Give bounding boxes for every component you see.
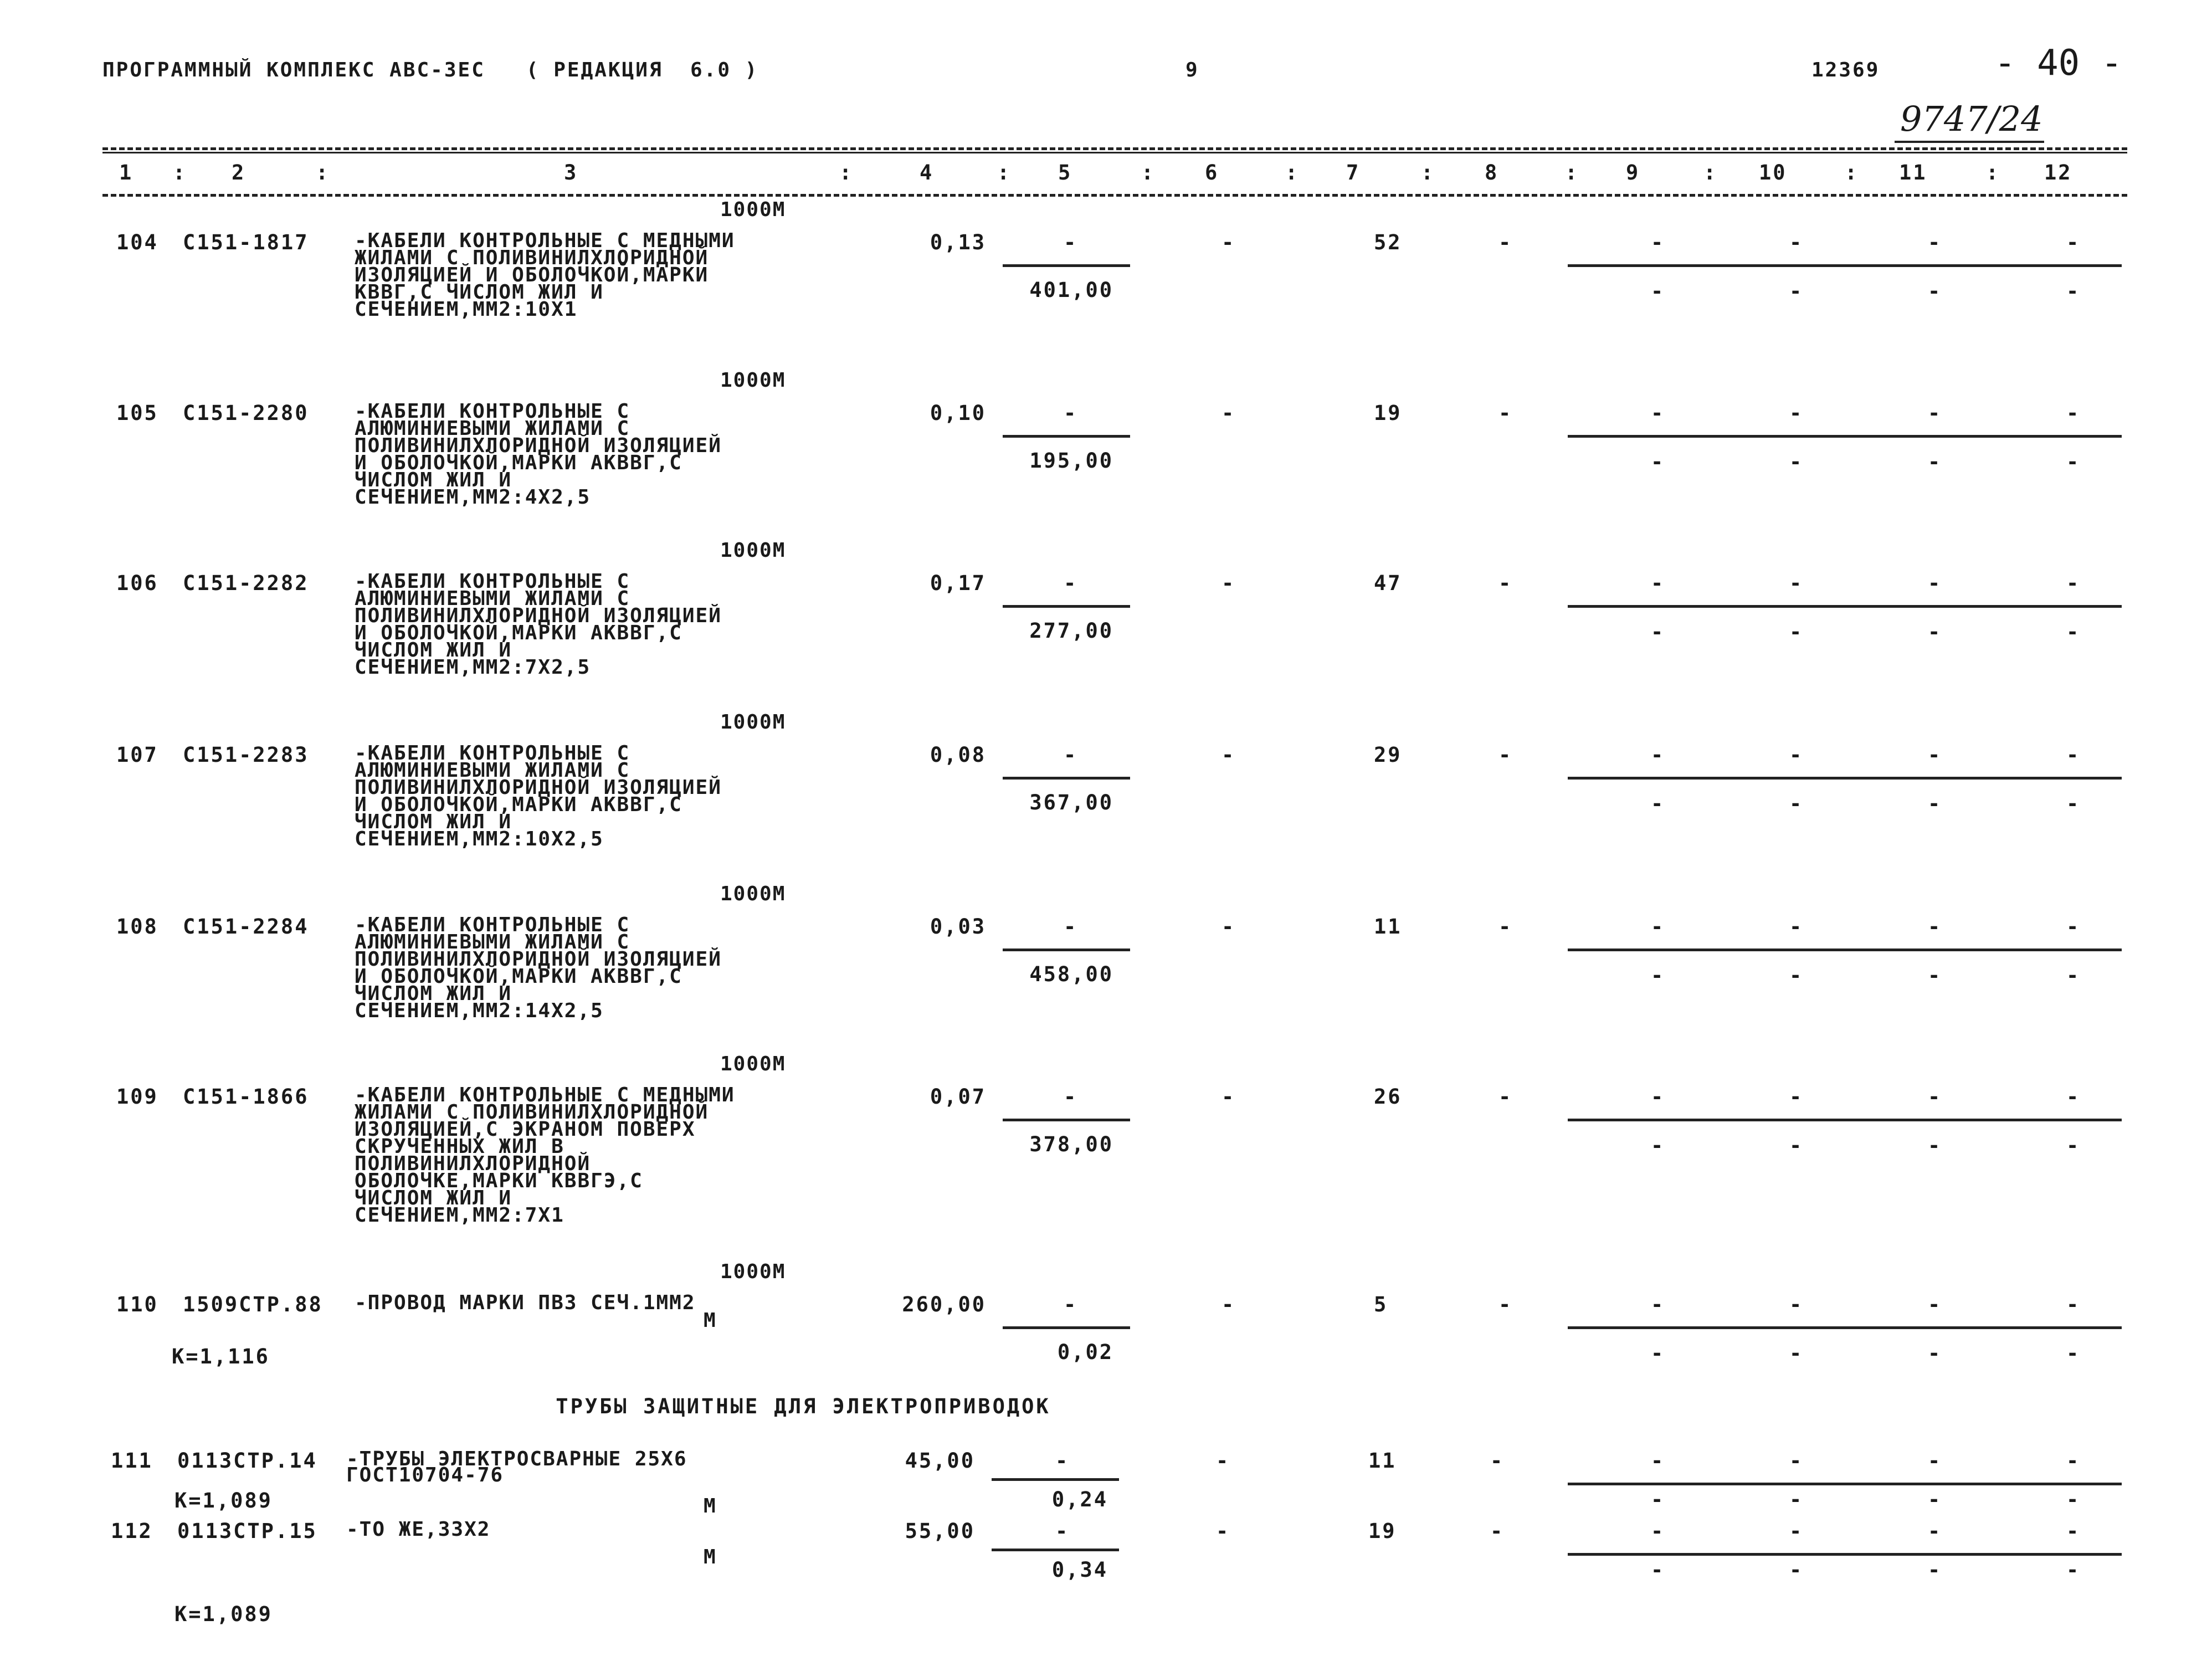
- fraction-line-col5: [1003, 435, 1130, 438]
- dash-bottom-col11: -: [1928, 279, 1942, 303]
- col6-value: -: [1222, 743, 1236, 767]
- fraction-line-col10: [1706, 1326, 1845, 1329]
- dash-bottom-col11: -: [1928, 1488, 1942, 1511]
- row-number: 107: [116, 743, 158, 767]
- dash-bottom-col11: -: [1928, 1134, 1942, 1157]
- header-rule-top: [102, 147, 2127, 150]
- dash-bottom-col9: -: [1651, 792, 1665, 816]
- dash-bottom-col10: -: [1789, 792, 1804, 816]
- row-description-line: ИЗОЛЯЦИЕЙ И ОБОЛОЧКОЙ,МАРКИ: [355, 264, 709, 286]
- col5-bottom: 0,34: [1051, 1558, 1108, 1582]
- quantity-col4: 0,13: [930, 230, 986, 254]
- fraction-line-col10: [1706, 264, 1845, 267]
- row-code: С151-2284: [183, 915, 309, 939]
- dash-top-col9: -: [1651, 571, 1665, 595]
- dash-bottom-col11: -: [1928, 792, 1942, 816]
- unit-label: 1000М: [720, 1260, 786, 1283]
- col5-top: -: [1064, 1085, 1078, 1109]
- col7-value: 26: [1374, 1085, 1402, 1109]
- row-description-line: ЖИЛАМИ С ПОЛИВИНИЛХЛОРИДНОЙ: [355, 1101, 709, 1124]
- col6-value: -: [1216, 1519, 1230, 1543]
- row-description-line: ИЗОЛЯЦИЕЙ,С ЭКРАНОМ ПОВЕРХ: [355, 1118, 696, 1141]
- unit-label: 1000М: [720, 883, 786, 905]
- fraction-line-col11: [1845, 777, 1983, 780]
- col-sep: :: [839, 161, 854, 184]
- col5-bottom: 458,00: [1029, 962, 1113, 986]
- row-description-line: И ОБОЛОЧКОЙ,МАРКИ АКВВГ,С: [355, 965, 682, 988]
- row-description-line: АЛЮМИНИЕВЫМИ ЖИЛАМИ С: [355, 931, 630, 953]
- fraction-line-col12: [1983, 435, 2122, 438]
- fraction-line-col10: [1706, 1119, 1845, 1121]
- row-description-line: СЕЧЕНИЕМ,ММ2:7Х2,5: [355, 656, 591, 679]
- row-description-line: -ПРОВОД МАРКИ ПВЗ СЕЧ.1ММ2: [355, 1291, 696, 1314]
- col6-value: -: [1222, 230, 1236, 254]
- col-12: 12: [2044, 161, 2072, 184]
- col5-bottom: 0,02: [1057, 1340, 1113, 1364]
- fraction-line-col12: [1983, 264, 2122, 267]
- coefficient: К=1,116: [172, 1345, 270, 1368]
- dash-bottom-col11: -: [1928, 1558, 1942, 1582]
- dash-bottom-col10: -: [1789, 963, 1804, 987]
- row-description-line: -ТРУБЫ ЭЛЕКТРОСВАРНЫЕ 25Х6: [346, 1448, 687, 1470]
- document-code: 12369: [1811, 59, 1880, 81]
- dash-top-col12: -: [2066, 915, 2081, 939]
- dash-top-col9: -: [1651, 1085, 1665, 1109]
- col8-value: -: [1498, 915, 1513, 939]
- fraction-line-col5: [1003, 605, 1130, 608]
- col-2: 2: [232, 161, 246, 184]
- dash-bottom-col9: -: [1651, 279, 1665, 303]
- col8-value: -: [1498, 230, 1513, 254]
- col7-value: 19: [1368, 1519, 1397, 1543]
- row-description-line: СКРУЧЕННЫХ ЖИЛ В: [355, 1135, 564, 1158]
- dash-bottom-col12: -: [2066, 1488, 2081, 1511]
- dash-bottom-col12: -: [2066, 792, 2081, 816]
- section-title: ТРУБЫ ЗАЩИТНЫЕ ДЛЯ ЭЛЕКТРОПРИВОДОК: [556, 1394, 1051, 1418]
- dash-top-col12: -: [2066, 571, 2081, 595]
- quantity-col4: 0,03: [930, 915, 986, 939]
- dash-bottom-col12: -: [2066, 1558, 2081, 1582]
- dash-top-col12: -: [2066, 743, 2081, 767]
- col6-value: -: [1216, 1449, 1230, 1473]
- dash-top-col11: -: [1928, 230, 1942, 254]
- col-3: 3: [564, 161, 578, 184]
- row-description-line: СЕЧЕНИЕМ,ММ2:10Х1: [355, 298, 578, 321]
- row-number: 108: [116, 915, 158, 939]
- fraction-line-col9: [1568, 1119, 1706, 1121]
- dash-top-col9: -: [1651, 1519, 1665, 1543]
- fraction-line-col11: [1845, 1553, 1983, 1556]
- fraction-line-col11: [1845, 1483, 1983, 1485]
- col6-value: -: [1222, 401, 1236, 425]
- dash-top-col11: -: [1928, 1085, 1942, 1109]
- dash-top-col10: -: [1789, 1449, 1804, 1473]
- col7-value: 11: [1368, 1449, 1397, 1473]
- unit-label: М: [704, 1495, 717, 1517]
- row-description-line: И ОБОЛОЧКОЙ,МАРКИ АКВВГ,С: [355, 452, 682, 474]
- fraction-line-col12: [1983, 1326, 2122, 1329]
- col-sep: :: [316, 161, 330, 184]
- dash-top-col11: -: [1928, 401, 1942, 425]
- fraction-line-col5: [1003, 264, 1130, 267]
- dash-bottom-col12: -: [2066, 620, 2081, 644]
- col6-value: -: [1222, 1293, 1236, 1316]
- col-1: 1: [119, 161, 134, 184]
- col-6: 6: [1205, 161, 1219, 184]
- dash-bottom-col11: -: [1928, 620, 1942, 644]
- dash-bottom-col9: -: [1651, 450, 1665, 474]
- col-4: 4: [920, 161, 934, 184]
- fraction-line-col12: [1983, 949, 2122, 951]
- dash-bottom-col12: -: [2066, 1134, 2081, 1157]
- row-description-line: И ОБОЛОЧКОЙ,МАРКИ АКВВГ,С: [355, 793, 682, 816]
- row-code: С151-2283: [183, 743, 309, 767]
- dash-top-col11: -: [1928, 1293, 1942, 1316]
- coefficient: К=1,089: [175, 1489, 273, 1513]
- dash-bottom-col11: -: [1928, 1341, 1942, 1365]
- dash-top-col11: -: [1928, 1449, 1942, 1473]
- col8-value: -: [1490, 1449, 1505, 1473]
- col7-value: 19: [1374, 401, 1402, 425]
- dash-top-col11: -: [1928, 571, 1942, 595]
- dash-top-col12: -: [2066, 401, 2081, 425]
- col8-value: -: [1490, 1519, 1505, 1543]
- col-sep: :: [1421, 161, 1435, 184]
- row-code: С151-1817: [183, 230, 309, 254]
- row-code: С151-2282: [183, 571, 309, 595]
- row-description-line: ПОЛИВИНИЛХЛОРИДНОЙ ИЗОЛЯЦИЕЙ: [355, 434, 722, 457]
- quantity-col4: 0,08: [930, 743, 986, 767]
- unit-label: 1000М: [720, 369, 786, 392]
- row-number: 109: [116, 1085, 158, 1109]
- dash-top-col11: -: [1928, 1519, 1942, 1543]
- dash-top-col10: -: [1789, 401, 1804, 425]
- col8-value: -: [1498, 571, 1513, 595]
- col5-bottom: 378,00: [1029, 1132, 1113, 1156]
- col-sep: :: [1703, 161, 1718, 184]
- fraction-line-col9: [1568, 264, 1706, 267]
- dash-bottom-col10: -: [1789, 1558, 1804, 1582]
- coefficient: К=1,089: [175, 1602, 273, 1626]
- col7-value: 5: [1374, 1293, 1388, 1316]
- col-8: 8: [1485, 161, 1499, 184]
- header-rule-bottom: [102, 194, 2127, 197]
- unit-label: 1000М: [720, 1053, 786, 1075]
- row-description-line: ЧИСЛОМ ЖИЛ И: [355, 1187, 512, 1209]
- row-code: 0113СТР.14: [177, 1449, 317, 1473]
- row-description-line: -ТО ЖЕ,33Х2: [346, 1518, 491, 1541]
- row-description-line: ОБОЛОЧКЕ,МАРКИ КВВГЭ,С: [355, 1170, 643, 1192]
- row-description-line: -КАБЕЛИ КОНТРОЛЬНЫЕ С: [355, 400, 630, 423]
- fraction-line-col10: [1706, 949, 1845, 951]
- fraction-line-col5: [1003, 1119, 1130, 1121]
- row-description-line: ЧИСЛОМ ЖИЛ И: [355, 982, 512, 1005]
- col6-value: -: [1222, 571, 1236, 595]
- quantity-col4: 0,17: [930, 571, 986, 595]
- fraction-line-col11: [1845, 435, 1983, 438]
- col8-value: -: [1498, 1085, 1513, 1109]
- row-description-line: -КАБЕЛИ КОНТРОЛЬНЫЕ С МЕДНЫМИ: [355, 1084, 735, 1106]
- row-number: 110: [116, 1293, 158, 1316]
- dash-bottom-col10: -: [1789, 1134, 1804, 1157]
- col5-top: -: [1055, 1449, 1070, 1473]
- dash-top-col10: -: [1789, 1085, 1804, 1109]
- col8-value: -: [1498, 743, 1513, 767]
- fraction-line-col10: [1706, 777, 1845, 780]
- dash-top-col12: -: [2066, 1085, 2081, 1109]
- dash-bottom-col10: -: [1789, 450, 1804, 474]
- row-description-line: СЕЧЕНИЕМ,ММ2:4Х2,5: [355, 486, 591, 509]
- row-description-line: ПОЛИВИНИЛХЛОРИДНОЙ ИЗОЛЯЦИЕЙ: [355, 776, 722, 799]
- dash-top-col11: -: [1928, 743, 1942, 767]
- dash-top-col12: -: [2066, 1519, 2081, 1543]
- row-description-line: СЕЧЕНИЕМ,ММ2:7Х1: [355, 1204, 564, 1227]
- dash-top-col10: -: [1789, 743, 1804, 767]
- dash-bottom-col12: -: [2066, 1341, 2081, 1365]
- fraction-line-col5: [1003, 1326, 1130, 1329]
- col5-top: -: [1064, 743, 1078, 767]
- fraction-line-col12: [1983, 1483, 2122, 1485]
- col-10: 10: [1759, 161, 1787, 184]
- dash-top-col9: -: [1651, 743, 1665, 767]
- col5-top: -: [1064, 1293, 1078, 1316]
- dash-bottom-col10: -: [1789, 1488, 1804, 1511]
- dash-bottom-col10: -: [1789, 1341, 1804, 1365]
- col5-bottom: 277,00: [1029, 619, 1113, 643]
- dash-top-col12: -: [2066, 1293, 2081, 1316]
- col5-bottom: 0,24: [1051, 1488, 1108, 1511]
- col-9: 9: [1626, 161, 1640, 184]
- dash-bottom-col9: -: [1651, 620, 1665, 644]
- page-number: - 40 -: [1994, 43, 2123, 84]
- row-number: 111: [111, 1449, 153, 1473]
- fraction-line-col9: [1568, 949, 1706, 951]
- row-code: 0113СТР.15: [177, 1519, 317, 1543]
- col5-top: -: [1064, 401, 1078, 425]
- row-number: 106: [116, 571, 158, 595]
- dash-top-col9: -: [1651, 230, 1665, 254]
- row-description-line: АЛЮМИНИЕВЫМИ ЖИЛАМИ С: [355, 587, 630, 610]
- row-description-line: ПОЛИВИНИЛХЛОРИДНОЙ: [355, 1152, 591, 1175]
- row-description-line: -КАБЕЛИ КОНТРОЛЬНЫЕ С: [355, 914, 630, 936]
- row-description-line: ЧИСЛОМ ЖИЛ И: [355, 639, 512, 662]
- quantity-col4: 260,00: [902, 1293, 986, 1316]
- dash-bottom-col9: -: [1651, 1341, 1665, 1365]
- dash-bottom-col11: -: [1928, 450, 1942, 474]
- col5-top: -: [1064, 915, 1078, 939]
- handwritten-underline: [1895, 141, 2044, 143]
- fraction-line-col12: [1983, 777, 2122, 780]
- fraction-line-col9: [1568, 1483, 1706, 1485]
- col-sep: :: [997, 161, 1012, 184]
- col5-top: -: [1064, 571, 1078, 595]
- dash-top-col9: -: [1651, 401, 1665, 425]
- col-11: 11: [1899, 161, 1927, 184]
- row-description-line: АЛЮМИНИЕВЫМИ ЖИЛАМИ С: [355, 417, 630, 440]
- row-description-line: И ОБОЛОЧКОЙ,МАРКИ АКВВГ,С: [355, 622, 682, 644]
- fraction-line-col9: [1568, 777, 1706, 780]
- fraction-line-col11: [1845, 949, 1983, 951]
- unit-label: 1000М: [720, 711, 786, 734]
- quantity-col4: 45,00: [905, 1449, 975, 1473]
- dash-bottom-col9: -: [1651, 963, 1665, 987]
- fraction-line-col5: [992, 1549, 1119, 1551]
- row-description-line: СЕЧЕНИЕМ,ММ2:10Х2,5: [355, 828, 604, 850]
- row-description-line: -КАБЕЛИ КОНТРОЛЬНЫЕ С: [355, 742, 630, 765]
- program-header: ПРОГРАММНЫЙ КОМПЛЕКС АВС-3ЕС ( РЕДАКЦИЯ 6.0 ): [102, 59, 759, 81]
- row-description-line: ЧИСЛОМ ЖИЛ И: [355, 469, 512, 491]
- unit-label: М: [704, 1309, 717, 1332]
- col8-value: -: [1498, 1293, 1513, 1316]
- dash-bottom-col10: -: [1789, 279, 1804, 303]
- col-sep: :: [1285, 161, 1300, 184]
- dash-top-col10: -: [1789, 915, 1804, 939]
- col5-top: -: [1055, 1519, 1070, 1543]
- row-description-line: СЕЧЕНИЕМ,ММ2:14Х2,5: [355, 999, 604, 1022]
- row-code: 1509СТР.88: [183, 1293, 323, 1316]
- row-code: С151-2280: [183, 401, 309, 425]
- row-number: 112: [111, 1519, 153, 1543]
- col-sep: :: [1141, 161, 1156, 184]
- col7-value: 52: [1374, 230, 1402, 254]
- fraction-line-col5: [1003, 949, 1130, 951]
- unit-label: 1000М: [720, 539, 786, 562]
- dash-top-col10: -: [1789, 571, 1804, 595]
- row-description-line: ПОЛИВИНИЛХЛОРИДНОЙ ИЗОЛЯЦИЕЙ: [355, 604, 722, 627]
- row-description-line: ЧИСЛОМ ЖИЛ И: [355, 811, 512, 833]
- col-sep: :: [1565, 161, 1579, 184]
- dash-bottom-col10: -: [1789, 620, 1804, 644]
- dash-top-col10: -: [1789, 1519, 1804, 1543]
- fraction-line-col5: [992, 1478, 1119, 1481]
- row-description-line: КВВГ,С ЧИСЛОМ ЖИЛ И: [355, 281, 604, 304]
- col5-top: -: [1064, 230, 1078, 254]
- dash-bottom-col12: -: [2066, 279, 2081, 303]
- row-description-line: ЖИЛАМИ С ПОЛИВИНИЛХЛОРИДНОЙ: [355, 247, 709, 269]
- fraction-line-col12: [1983, 1553, 2122, 1556]
- fraction-line-col10: [1706, 1553, 1845, 1556]
- col-sep: :: [1845, 161, 1859, 184]
- fraction-line-col9: [1568, 435, 1706, 438]
- fraction-line-col11: [1845, 264, 1983, 267]
- row-description-line: АЛЮМИНИЕВЫМИ ЖИЛАМИ С: [355, 759, 630, 782]
- row-description-line: ПОЛИВИНИЛХЛОРИДНОЙ ИЗОЛЯЦИЕЙ: [355, 948, 722, 971]
- col8-value: -: [1498, 401, 1513, 425]
- fraction-line-col5: [1003, 777, 1130, 780]
- row-description-line: ГОСТ10704-76: [346, 1464, 504, 1486]
- row-description-line: -КАБЕЛИ КОНТРОЛЬНЫЕ С: [355, 570, 630, 593]
- row-code: С151-1866: [183, 1085, 309, 1109]
- col-7: 7: [1346, 161, 1361, 184]
- dash-bottom-col12: -: [2066, 450, 2081, 474]
- dash-top-col10: -: [1789, 230, 1804, 254]
- col-5: 5: [1058, 161, 1072, 184]
- row-description-line: -КАБЕЛИ КОНТРОЛЬНЫЕ С МЕДНЫМИ: [355, 229, 735, 252]
- col7-value: 11: [1374, 915, 1402, 939]
- fraction-line-col11: [1845, 605, 1983, 608]
- row-number: 105: [116, 401, 158, 425]
- dash-bottom-col9: -: [1651, 1488, 1665, 1511]
- dash-bottom-col9: -: [1651, 1134, 1665, 1157]
- handwritten-note: 9747/24: [1900, 99, 2043, 139]
- fraction-line-col9: [1568, 1326, 1706, 1329]
- row-number: 104: [116, 230, 158, 254]
- unit-label: М: [704, 1546, 717, 1568]
- col7-value: 29: [1374, 743, 1402, 767]
- quantity-col4: 0,10: [930, 401, 986, 425]
- fraction-line-col12: [1983, 1119, 2122, 1121]
- col7-value: 47: [1374, 571, 1402, 595]
- unit-label: 1000М: [720, 198, 786, 221]
- fraction-line-col9: [1568, 1553, 1706, 1556]
- dash-top-col12: -: [2066, 230, 2081, 254]
- fraction-line-col10: [1706, 435, 1845, 438]
- quantity-col4: 55,00: [905, 1519, 975, 1543]
- dash-top-col9: -: [1651, 915, 1665, 939]
- col5-bottom: 367,00: [1029, 791, 1113, 814]
- fraction-line-col9: [1568, 605, 1706, 608]
- col5-bottom: 195,00: [1029, 449, 1113, 473]
- col5-bottom: 401,00: [1029, 278, 1113, 302]
- quantity-col4: 0,07: [930, 1085, 986, 1109]
- dash-bottom-col11: -: [1928, 963, 1942, 987]
- dash-top-col9: -: [1651, 1293, 1665, 1316]
- fraction-line-col10: [1706, 605, 1845, 608]
- dash-top-col11: -: [1928, 915, 1942, 939]
- fraction-line-col12: [1983, 605, 2122, 608]
- dash-bottom-col12: -: [2066, 963, 2081, 987]
- col-sep: :: [1986, 161, 2000, 184]
- fraction-line-col11: [1845, 1119, 1983, 1121]
- col6-value: -: [1222, 915, 1236, 939]
- sheet-number: 9: [1185, 59, 1199, 81]
- fraction-line-col11: [1845, 1326, 1983, 1329]
- fraction-line-col10: [1706, 1483, 1845, 1485]
- dash-bottom-col9: -: [1651, 1558, 1665, 1582]
- dash-top-col12: -: [2066, 1449, 2081, 1473]
- col6-value: -: [1222, 1085, 1236, 1109]
- dash-top-col9: -: [1651, 1449, 1665, 1473]
- header-rule-top-solid: [102, 152, 2127, 153]
- col-sep: :: [173, 161, 187, 184]
- dash-top-col10: -: [1789, 1293, 1804, 1316]
